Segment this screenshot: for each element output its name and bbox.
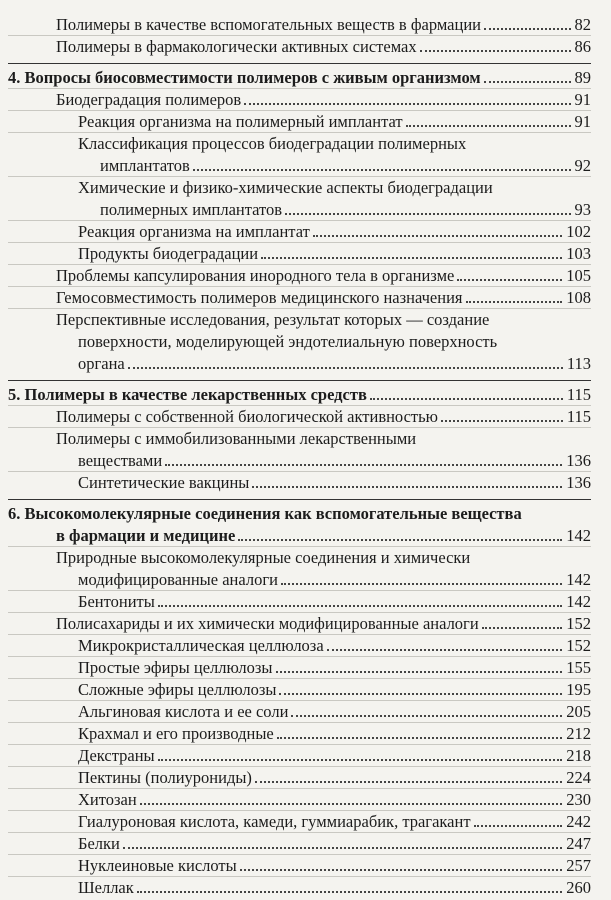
toc-entry-page: 218 xyxy=(566,746,591,765)
toc-entry-title: Альгиновая кислота и ее соли xyxy=(78,702,289,721)
dot-leader xyxy=(190,155,575,177)
dot-leader xyxy=(125,353,567,375)
toc-entry-title: веществами xyxy=(78,451,163,470)
toc-entry[interactable] xyxy=(78,877,591,899)
toc-entry-page: 230 xyxy=(566,790,591,809)
toc-entry[interactable] xyxy=(56,406,591,428)
toc-entry-page: 260 xyxy=(566,878,591,897)
toc-entry-title: модифицированные аналоги xyxy=(78,570,278,589)
toc-entry[interactable] xyxy=(78,243,591,265)
toc-entry[interactable] xyxy=(78,635,591,657)
toc-entry-page: 155 xyxy=(566,658,591,677)
toc-entry[interactable] xyxy=(56,428,591,450)
toc-entry-title: Бентониты xyxy=(78,592,155,611)
toc-entry-title: Крахмал и его производные xyxy=(78,724,274,743)
toc-entry[interactable] xyxy=(56,36,591,58)
toc-entry[interactable] xyxy=(78,353,591,375)
dot-leader xyxy=(273,657,567,679)
toc-chapter-6-cont[interactable] xyxy=(56,525,591,547)
dot-leader xyxy=(479,613,567,635)
toc-chapter-5[interactable] xyxy=(8,384,591,406)
toc-entry[interactable] xyxy=(78,569,591,591)
dot-leader xyxy=(276,679,566,701)
toc-entry-title: Сложные эфиры целлюлозы xyxy=(78,680,277,699)
toc-entry[interactable] xyxy=(78,591,591,613)
toc-entry-page: 115 xyxy=(566,385,591,404)
section-separator xyxy=(8,380,591,381)
toc-entry-page: 195 xyxy=(566,680,591,699)
toc-entry[interactable] xyxy=(78,472,591,494)
toc-entry[interactable] xyxy=(56,14,591,36)
toc-entry[interactable] xyxy=(100,155,591,177)
toc-entry-title: Перспективные исследования, результат которых — создание xyxy=(56,310,490,329)
toc-entry[interactable] xyxy=(78,833,591,855)
toc-entry-title: Гемосовместимость полимеров медицинского назначения xyxy=(56,288,463,307)
toc-entry-page: 89 xyxy=(574,68,591,87)
toc-entry-title: Полисахариды и их химически модифицированные аналоги xyxy=(56,614,479,633)
toc-entry[interactable] xyxy=(78,657,591,679)
toc-entry-title: Гиалуроновая кислота, камеди, гуммиарабик, трагакант xyxy=(78,812,471,831)
toc-entry-title: Химические и физико-химические аспекты биодеградации xyxy=(78,178,493,197)
toc-entry-title: Продукты биодеградации xyxy=(78,244,259,263)
dot-leader xyxy=(237,855,567,877)
toc-entry[interactable] xyxy=(56,309,591,331)
toc-entry[interactable] xyxy=(100,199,591,221)
dot-leader xyxy=(278,569,566,591)
dot-leader xyxy=(438,406,567,428)
dot-leader xyxy=(324,635,567,657)
toc-entry-page: 108 xyxy=(566,288,591,307)
toc-entry[interactable] xyxy=(78,855,591,877)
toc-entry-title: органа xyxy=(78,354,125,373)
toc-entry[interactable] xyxy=(78,221,591,243)
toc-entry[interactable] xyxy=(78,767,591,789)
toc-chapter-4[interactable] xyxy=(8,67,591,89)
toc-entry-page: 103 xyxy=(566,244,591,263)
dot-leader xyxy=(155,591,566,613)
toc-entry-page: 91 xyxy=(574,112,591,131)
toc-entry-title: Микрокристаллическая целлюлоза xyxy=(78,636,324,655)
dot-leader xyxy=(252,767,566,789)
toc-entry-title: Синтетические вакцины xyxy=(78,473,250,492)
dot-leader xyxy=(235,525,566,547)
toc-entry-title: Полимеры в фармакологически активных системах xyxy=(56,37,417,56)
toc-entry-title: Реакция организма на имплантат xyxy=(78,222,310,241)
toc-entry-title: Простые эфиры целлюлозы xyxy=(78,658,273,677)
toc-entry-title: Шеллак xyxy=(78,878,134,897)
toc-entry[interactable] xyxy=(78,811,591,833)
toc-entry-title: имплантатов xyxy=(100,156,190,175)
dot-leader xyxy=(481,14,575,36)
toc-entry-page: 136 xyxy=(566,473,591,492)
toc-entry[interactable] xyxy=(78,701,591,723)
section-separator xyxy=(8,63,591,64)
toc-entry-page: 115 xyxy=(566,407,591,426)
toc-entry[interactable] xyxy=(56,287,591,309)
toc-entry[interactable] xyxy=(78,723,591,745)
toc-entry[interactable] xyxy=(78,133,591,155)
toc-entry[interactable] xyxy=(78,177,591,199)
dot-leader xyxy=(288,701,566,723)
dot-leader xyxy=(137,789,567,811)
dot-leader xyxy=(463,287,567,309)
toc-entry-page: 86 xyxy=(574,37,591,56)
toc-entry-page: 142 xyxy=(566,592,591,611)
toc-entry-page: 142 xyxy=(566,526,591,545)
toc-entry-page: 247 xyxy=(566,834,591,853)
toc-entry[interactable] xyxy=(78,331,591,353)
dot-leader xyxy=(367,384,567,406)
dot-leader xyxy=(120,833,566,855)
toc-entry-page: 105 xyxy=(566,266,591,285)
dot-leader xyxy=(403,111,575,133)
toc-entry-page: 82 xyxy=(574,15,591,34)
toc-entry-page: 136 xyxy=(566,451,591,470)
toc-entry-title: Хитозан xyxy=(78,790,137,809)
toc-entry[interactable] xyxy=(78,111,591,133)
toc-entry-page: 142 xyxy=(566,570,591,589)
toc-entry-title: Полимеры с собственной биологической активностью xyxy=(56,407,438,426)
toc-entry[interactable] xyxy=(56,265,591,287)
toc-entry-title: полимерных имплантатов xyxy=(100,200,283,219)
toc-entry-page: 113 xyxy=(566,354,591,373)
toc-entry-title: Пектины (полиурониды) xyxy=(78,768,252,787)
toc-entry-title: Биодеградация полимеров xyxy=(56,90,242,109)
toc-entry-title: Полимеры с иммобилизованными лекарственными xyxy=(56,429,417,448)
toc-entry-page: 152 xyxy=(566,636,591,655)
toc-entry-page: 242 xyxy=(566,812,591,831)
dot-leader xyxy=(282,199,574,221)
toc-entry[interactable] xyxy=(56,547,591,569)
toc-entry-page: 102 xyxy=(566,222,591,241)
dot-leader xyxy=(274,723,566,745)
toc-entry-page: 92 xyxy=(574,156,591,175)
toc-entry[interactable] xyxy=(78,789,591,811)
toc-entry-title: 4. Вопросы биосовместимости полимеров с живым организмом xyxy=(8,68,481,87)
toc-entry-title: в фармации и медицине xyxy=(56,526,236,545)
dot-leader xyxy=(471,811,567,833)
toc-entry-title: Реакция организма на полимерный имплантат xyxy=(78,112,403,131)
toc-entry-page: 212 xyxy=(566,724,591,743)
dot-leader xyxy=(162,450,566,472)
toc-entry-title: Классификация процессов биодеградации полимерных xyxy=(78,134,467,153)
toc-entry[interactable] xyxy=(78,450,591,472)
toc-entry-title: Полимеры в качестве вспомогательных веществ в фармации xyxy=(56,15,481,34)
toc-entry-page: 205 xyxy=(566,702,591,721)
dot-leader xyxy=(417,36,575,58)
toc-entry-title: Белки xyxy=(78,834,120,853)
dot-leader xyxy=(454,265,566,287)
toc-entry-title: 5. Полимеры в качестве лекарственных средств xyxy=(8,385,367,404)
toc-entry-title: Проблемы капсулирования инородного тела в организме xyxy=(56,266,455,285)
toc-entry[interactable] xyxy=(78,745,591,767)
toc-entry-page: 152 xyxy=(566,614,591,633)
toc-entry[interactable] xyxy=(78,679,591,701)
toc-entry-title: 6. Высокомолекулярные соединения как вспомогательные вещества xyxy=(8,504,522,523)
section-separator xyxy=(8,499,591,500)
toc-chapter-6[interactable] xyxy=(8,503,591,525)
dot-leader xyxy=(241,89,574,111)
toc-entry-page: 257 xyxy=(566,856,591,875)
dot-leader xyxy=(134,877,566,899)
dot-leader xyxy=(249,472,566,494)
toc-entry-page: 91 xyxy=(574,90,591,109)
toc-entry-page: 224 xyxy=(566,768,591,787)
dot-leader xyxy=(258,243,566,265)
toc-entry[interactable] xyxy=(56,89,591,111)
dot-leader xyxy=(310,221,566,243)
dot-leader xyxy=(481,67,575,89)
toc-entry-title: Декстраны xyxy=(78,746,155,765)
toc-entry[interactable] xyxy=(56,613,591,635)
dot-leader xyxy=(155,745,567,767)
toc-entry-title: Природные высокомолекулярные соединения и химически xyxy=(56,548,471,567)
toc-entry-title: поверхности, моделирующей эндотелиальную поверхность xyxy=(78,332,498,351)
toc-entry-title: Нуклеиновые кислоты xyxy=(78,856,237,875)
toc-entry-page: 93 xyxy=(574,200,591,219)
